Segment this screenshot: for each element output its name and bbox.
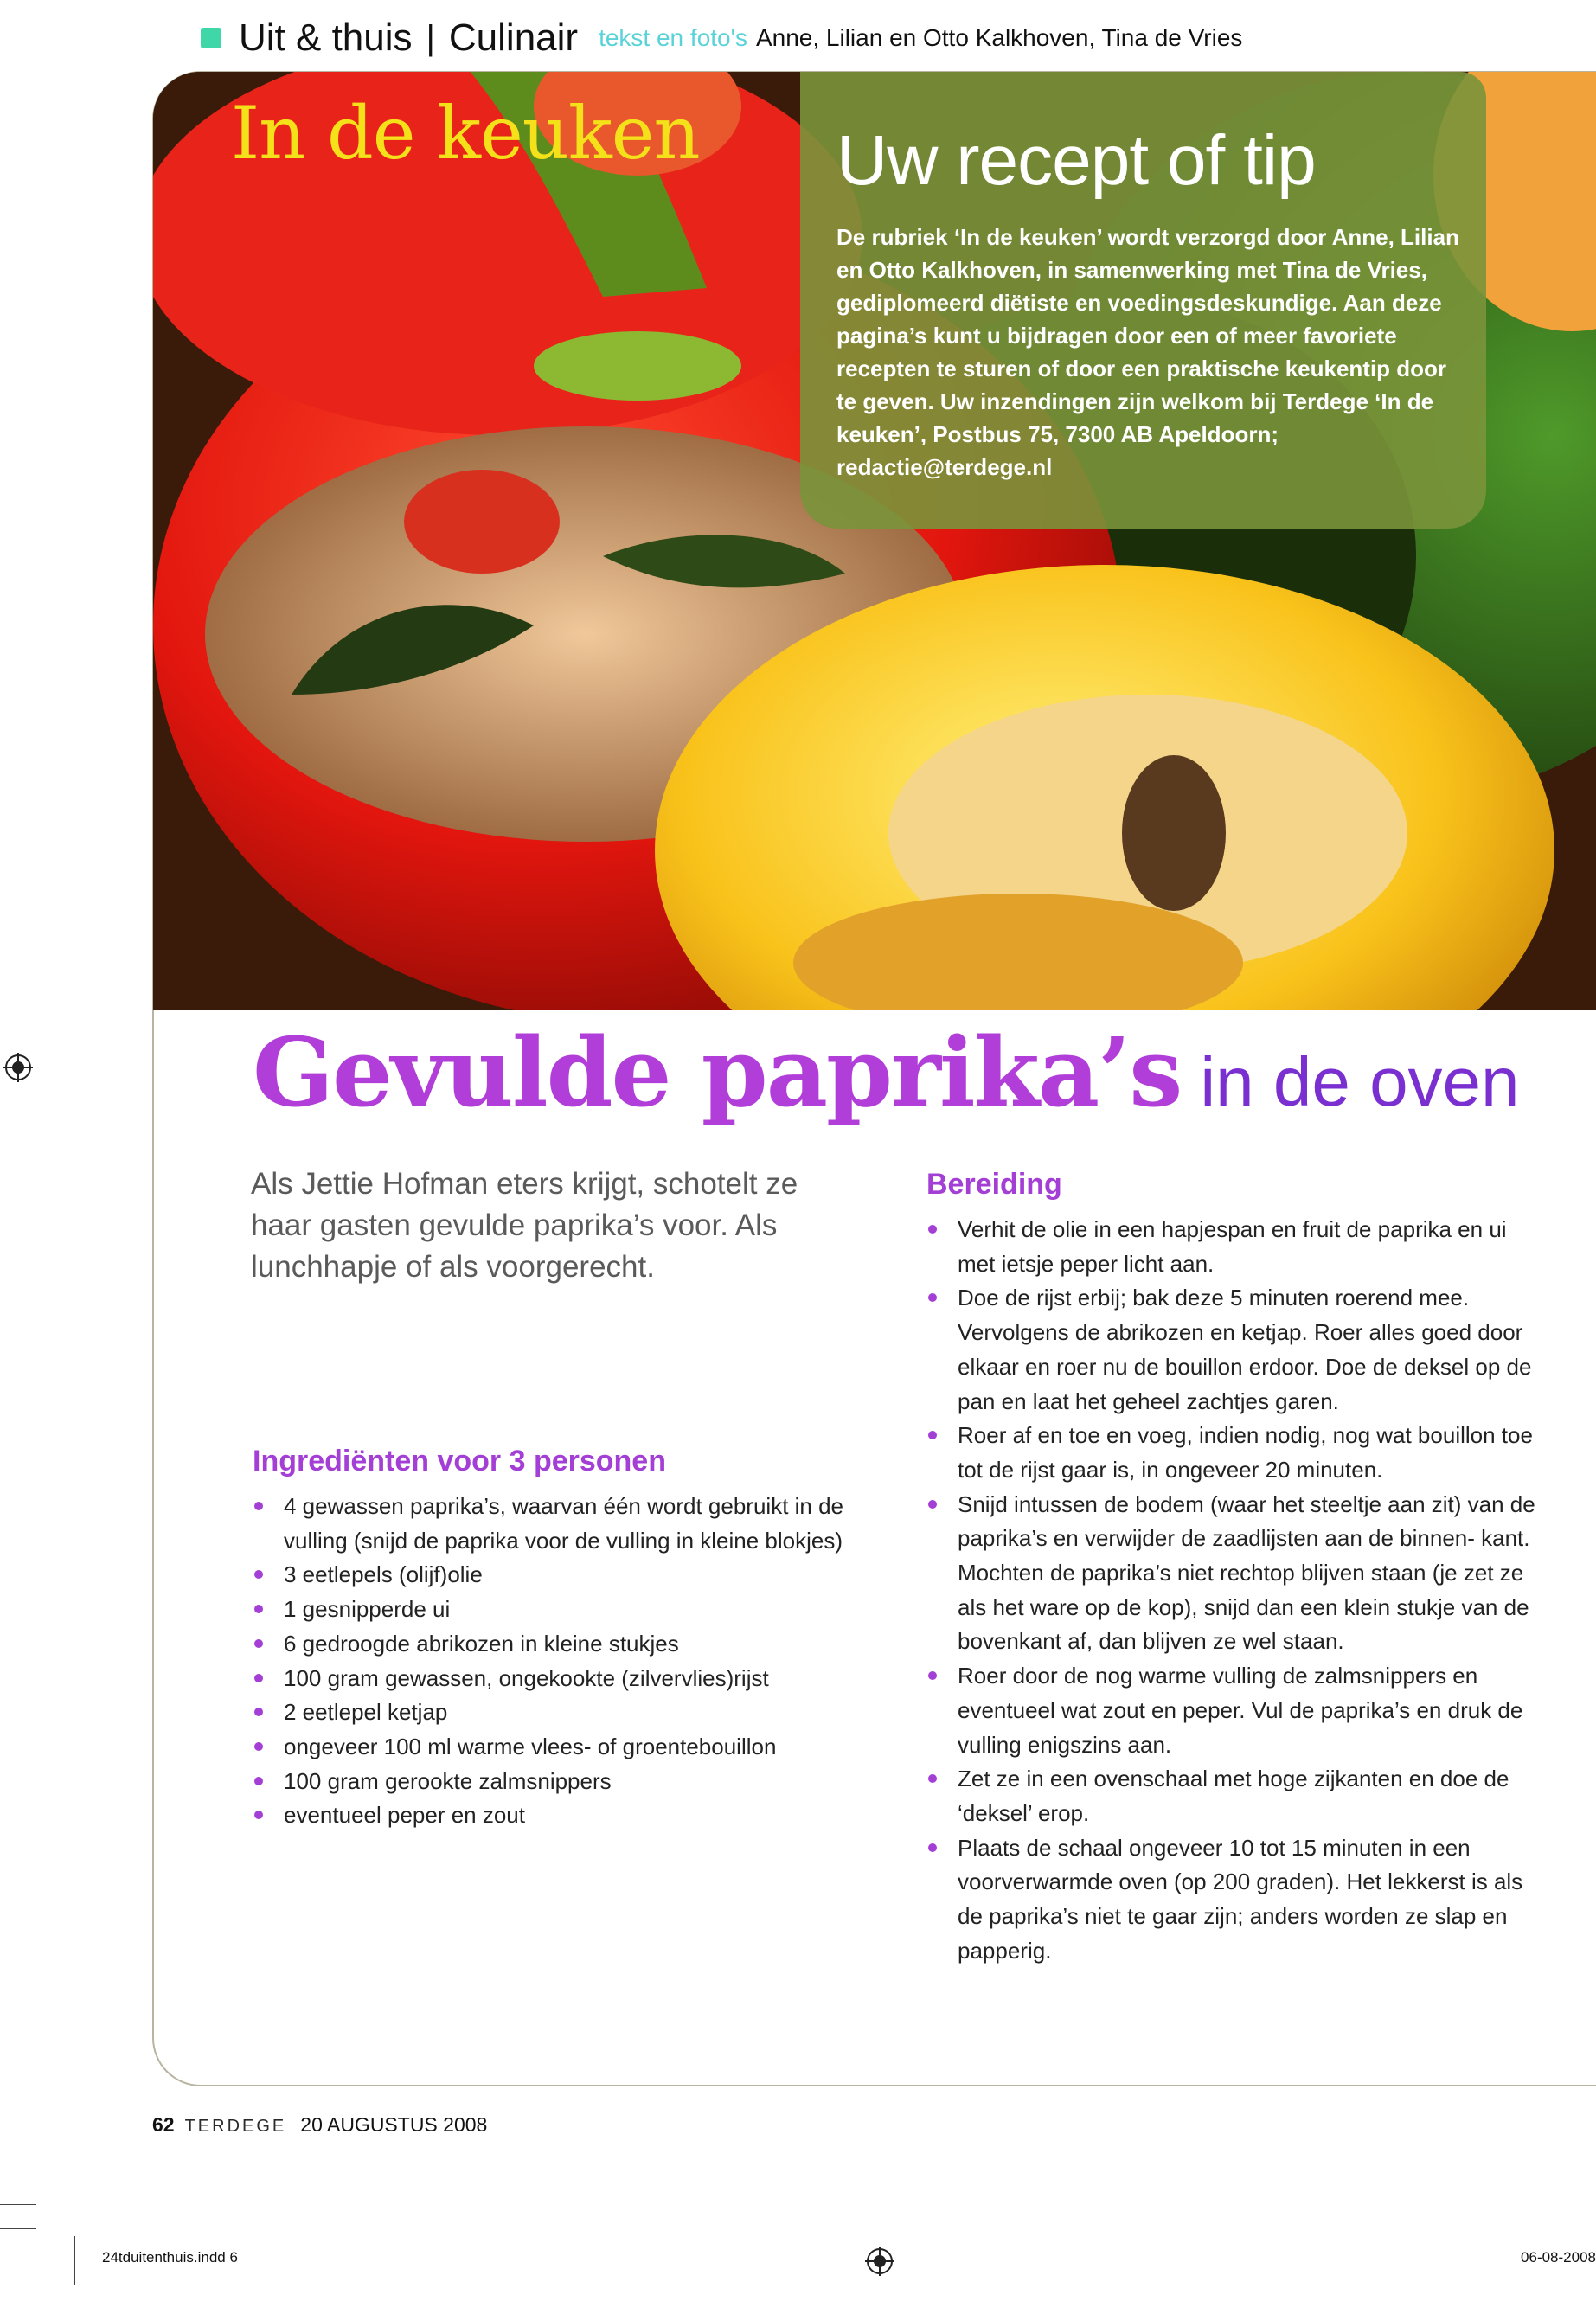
tip-box	[800, 72, 1486, 529]
ingredient-item: 100 gram gewassen, ongekookte (zilvervlies)rijst	[253, 1662, 875, 1696]
preparation-step: Roer af en toe en voeg, indien nodig, nog wat bouillon toe tot de rijst gaar is, in ongeveer 20 minuten.	[926, 1419, 1549, 1487]
ingredient-item: 1 gesnipperde ui	[253, 1593, 875, 1627]
preparation-step: Zet ze in een ovenschaal met hoge zijkanten en doe de ‘deksel’ erop.	[926, 1762, 1549, 1830]
tip-body: De rubriek ‘In de keuken’ wordt verzorgd door Anne, Lilian en Otto Kalkhoven, in samenwerking met Tina de Vries, gediplomeerd diëtiste en voedingsdeskundige. Aan deze pagina’s kunt u bijdragen door een of meer favoriete recepten te sturen of door een praktische keukentip door te geven. Uw inzendingen zijn welkom bij Terdege ‘In de keuken’, Postbus 75, 7300 AB Apeldoorn; redactie@terdege.nl	[836, 224, 1459, 480]
article-title	[253, 1016, 1520, 1128]
preparation-step: Roer door de nog warme vulling de zalmsnippers en eventueel wat zout en peper. Vul de paprika’s en druk de vulling enigszins aan.	[926, 1659, 1549, 1762]
crop-mark	[0, 2228, 36, 2229]
section-name: Uit & thuis	[239, 16, 413, 59]
registration-mark-icon	[3, 1053, 33, 1082]
ingredient-item: 3 eetlepels (olijf)olie	[253, 1558, 875, 1593]
ingredients-heading: Ingrediënten voor 3 personen	[253, 1445, 666, 1477]
crop-mark	[0, 2204, 36, 2205]
preparation-list	[926, 1213, 1549, 1968]
crop-mark	[74, 2236, 75, 2285]
subsection-name: Culinair	[448, 16, 579, 59]
preparation-heading: Bereiding	[926, 1168, 1062, 1201]
tip-title: Uw recept of tip	[836, 121, 1316, 200]
slug-filename: 24tduitenthuis.indd 6	[102, 2249, 238, 2266]
page-header	[201, 12, 1242, 64]
preparation-step: Doe de rijst erbij; bak deze 5 minuten roerend mee. Vervolgens de abrikozen en ketjap. Roer alles goed door elkaar en roer nu de bouillon erdoor. Doe de deksel op de pan en laat het geheel zachtjes garen.	[926, 1281, 1549, 1419]
article-intro: Als Jettie Hofman eters krijgt, schotelt ze haar gasten gevulde paprika’s voor. Als lunchhapje of als voorgerecht.	[251, 1167, 798, 1284]
header-separator: |	[426, 18, 435, 57]
page-number: 62	[152, 2113, 175, 2136]
page-folio	[152, 2113, 487, 2137]
slug-date: 06-08-2008	[1521, 2249, 1596, 2266]
ingredient-item: 2 eetlepel ketjap	[253, 1695, 875, 1730]
ingredient-item: 4 gewassen paprika’s, waarvan één wordt gebruikt in de vulling (snijd de paprika voor de vulling in kleine blokjes)	[253, 1490, 875, 1558]
article-title-main: Gevulde paprika’s	[253, 1016, 1182, 1128]
credit-label: tekst en foto's	[599, 24, 747, 51]
registration-mark-icon	[865, 2247, 894, 2276]
article-title-suffix: in de oven	[1200, 1043, 1520, 1120]
credit-names: Anne, Lilian en Otto Kalkhoven, Tina de Vries	[755, 24, 1243, 51]
magazine-name: TERDEGE	[184, 2117, 287, 2136]
issue-date: 20 AUGUSTUS 2008	[300, 2113, 488, 2136]
preparation-step: Snijd intussen de bodem (waar het steeltje aan zit) van de paprika’s en verwijder de zaadlijsten aan de binnen- kant. Mochten de paprika’s niet rechtop blijven staan (je zet ze als het ware op de kop), snijd dan een klein stukje van de bovenkant af, dan blijven ze wel staan.	[926, 1488, 1549, 1660]
preparation-step: Plaats de schaal ongeveer 10 tot 15 minuten in een voorverwarmde oven (op 200 graden). Het lekkerst is als de paprika’s niet te gaar zijn; anders worden ze slap en papperig.	[926, 1831, 1549, 1969]
ingredient-item: 6 gedroogde abrikozen in kleine stukjes	[253, 1627, 875, 1662]
ingredient-item: 100 gram gerookte zalmsnippers	[253, 1765, 875, 1799]
ingredients-list	[253, 1490, 875, 1833]
section-square-icon	[201, 28, 221, 48]
preparation-step: Verhit de olie in een hapjespan en fruit de paprika en ui met ietsje peper licht aan.	[926, 1213, 1549, 1281]
ingredient-item: ongeveer 100 ml warme vlees- of groentebouillon	[253, 1730, 875, 1765]
section-kicker: In de keuken	[231, 91, 700, 176]
ingredient-item: eventueel peper en zout	[253, 1798, 875, 1833]
